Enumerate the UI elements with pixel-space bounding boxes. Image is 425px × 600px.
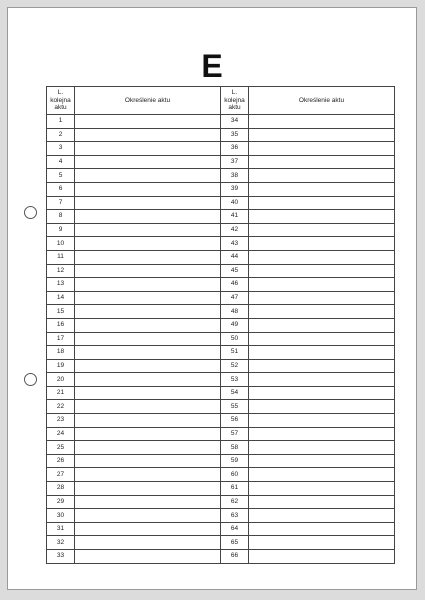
description-cell[interactable] xyxy=(249,223,395,237)
description-cell[interactable] xyxy=(249,182,395,196)
description-cell[interactable] xyxy=(75,182,221,196)
description-cell[interactable] xyxy=(249,454,395,468)
table-row xyxy=(47,386,395,400)
description-cell[interactable] xyxy=(249,373,395,387)
row-number-left: 6 xyxy=(47,182,75,196)
row-number-right: 38 xyxy=(221,169,249,183)
row-number-right: 43 xyxy=(221,237,249,251)
description-cell[interactable] xyxy=(75,223,221,237)
row-number-right: 59 xyxy=(221,454,249,468)
description-cell[interactable] xyxy=(249,169,395,183)
table-row xyxy=(47,223,395,237)
description-cell[interactable] xyxy=(75,414,221,428)
description-cell[interactable] xyxy=(75,305,221,319)
row-number-right: 53 xyxy=(221,373,249,387)
row-number-left: 21 xyxy=(47,386,75,400)
row-number-right: 63 xyxy=(221,509,249,523)
row-number-left: 31 xyxy=(47,522,75,536)
description-cell[interactable] xyxy=(249,115,395,129)
description-cell[interactable] xyxy=(75,115,221,129)
row-number-right: 61 xyxy=(221,482,249,496)
description-cell[interactable] xyxy=(75,332,221,346)
table-row xyxy=(47,305,395,319)
table-row xyxy=(47,536,395,550)
description-cell[interactable] xyxy=(75,359,221,373)
row-number-right: 54 xyxy=(221,386,249,400)
description-cell[interactable] xyxy=(249,550,395,564)
description-cell[interactable] xyxy=(249,400,395,414)
table-row xyxy=(47,182,395,196)
row-number-left: 24 xyxy=(47,427,75,441)
row-number-left: 20 xyxy=(47,373,75,387)
description-cell[interactable] xyxy=(249,237,395,251)
table-row xyxy=(47,550,395,564)
description-cell[interactable] xyxy=(249,536,395,550)
row-number-left: 23 xyxy=(47,414,75,428)
table-row xyxy=(47,359,395,373)
description-cell[interactable] xyxy=(75,210,221,224)
description-cell[interactable] xyxy=(75,155,221,169)
description-cell[interactable] xyxy=(249,509,395,523)
table-row xyxy=(47,142,395,156)
table-row xyxy=(47,373,395,387)
table-row xyxy=(47,169,395,183)
description-cell[interactable] xyxy=(75,509,221,523)
description-cell[interactable] xyxy=(249,210,395,224)
description-cell[interactable] xyxy=(75,128,221,142)
table-row xyxy=(47,318,395,332)
row-number-left: 7 xyxy=(47,196,75,210)
description-cell[interactable] xyxy=(249,291,395,305)
table-row xyxy=(47,509,395,523)
table-row xyxy=(47,237,395,251)
row-number-right: 58 xyxy=(221,441,249,455)
table-row xyxy=(47,346,395,360)
row-number-right: 57 xyxy=(221,427,249,441)
row-number-right: 52 xyxy=(221,359,249,373)
row-number-left: 28 xyxy=(47,482,75,496)
table-row xyxy=(47,522,395,536)
row-number-left: 16 xyxy=(47,318,75,332)
description-cell[interactable] xyxy=(75,373,221,387)
description-cell[interactable] xyxy=(249,318,395,332)
description-cell[interactable] xyxy=(75,169,221,183)
description-cell[interactable] xyxy=(75,291,221,305)
description-cell[interactable] xyxy=(249,468,395,482)
description-cell[interactable] xyxy=(75,386,221,400)
row-number-right: 62 xyxy=(221,495,249,509)
row-number-left: 26 xyxy=(47,454,75,468)
table-row xyxy=(47,250,395,264)
description-cell[interactable] xyxy=(249,482,395,496)
description-cell[interactable] xyxy=(75,250,221,264)
table-row xyxy=(47,264,395,278)
description-cell[interactable] xyxy=(249,414,395,428)
row-number-right: 49 xyxy=(221,318,249,332)
row-number-right: 66 xyxy=(221,550,249,564)
table-row xyxy=(47,196,395,210)
description-cell[interactable] xyxy=(249,264,395,278)
description-cell[interactable] xyxy=(249,427,395,441)
row-number-right: 34 xyxy=(221,115,249,129)
column-header-description: Określenie aktu xyxy=(75,87,221,115)
table-row xyxy=(47,128,395,142)
row-number-left: 13 xyxy=(47,278,75,292)
row-number-right: 36 xyxy=(221,142,249,156)
row-number-left: 32 xyxy=(47,536,75,550)
row-number-left: 3 xyxy=(47,142,75,156)
table-row xyxy=(47,495,395,509)
table-row xyxy=(47,210,395,224)
row-number-right: 45 xyxy=(221,264,249,278)
description-cell[interactable] xyxy=(75,278,221,292)
description-cell[interactable] xyxy=(75,264,221,278)
row-number-left: 17 xyxy=(47,332,75,346)
table-row xyxy=(47,400,395,414)
row-number-left: 22 xyxy=(47,400,75,414)
row-number-left: 30 xyxy=(47,509,75,523)
row-number-right: 47 xyxy=(221,291,249,305)
row-number-left: 1 xyxy=(47,115,75,129)
description-cell[interactable] xyxy=(75,522,221,536)
row-number-right: 41 xyxy=(221,210,249,224)
row-number-left: 8 xyxy=(47,210,75,224)
row-number-left: 5 xyxy=(47,169,75,183)
table-row xyxy=(47,454,395,468)
column-header-description: Określenie aktu xyxy=(249,87,395,115)
row-number-right: 56 xyxy=(221,414,249,428)
description-cell[interactable] xyxy=(249,250,395,264)
description-cell[interactable] xyxy=(75,441,221,455)
description-cell[interactable] xyxy=(75,196,221,210)
description-cell[interactable] xyxy=(249,346,395,360)
description-cell[interactable] xyxy=(75,495,221,509)
description-cell[interactable] xyxy=(75,468,221,482)
description-cell[interactable] xyxy=(75,454,221,468)
row-number-left: 29 xyxy=(47,495,75,509)
table-row xyxy=(47,278,395,292)
row-number-right: 37 xyxy=(221,155,249,169)
description-cell[interactable] xyxy=(249,359,395,373)
row-number-right: 48 xyxy=(221,305,249,319)
page-title: E xyxy=(201,48,223,84)
row-number-left: 2 xyxy=(47,128,75,142)
row-number-right: 40 xyxy=(221,196,249,210)
row-number-left: 27 xyxy=(47,468,75,482)
table-row xyxy=(47,468,395,482)
table-row xyxy=(47,155,395,169)
row-number-right: 39 xyxy=(221,182,249,196)
description-cell[interactable] xyxy=(75,536,221,550)
row-number-right: 64 xyxy=(221,522,249,536)
row-number-left: 10 xyxy=(47,237,75,251)
punch-hole xyxy=(24,206,37,219)
row-number-left: 9 xyxy=(47,223,75,237)
row-number-left: 18 xyxy=(47,346,75,360)
row-number-left: 14 xyxy=(47,291,75,305)
description-cell[interactable] xyxy=(249,332,395,346)
table-row xyxy=(47,115,395,129)
description-cell[interactable] xyxy=(249,305,395,319)
description-cell[interactable] xyxy=(249,386,395,400)
description-cell[interactable] xyxy=(75,142,221,156)
row-number-left: 25 xyxy=(47,441,75,455)
description-cell[interactable] xyxy=(75,318,221,332)
table-row xyxy=(47,414,395,428)
description-cell[interactable] xyxy=(75,346,221,360)
row-number-right: 65 xyxy=(221,536,249,550)
row-number-left: 33 xyxy=(47,550,75,564)
table-row xyxy=(47,441,395,455)
description-cell[interactable] xyxy=(249,142,395,156)
column-header-number: L. kolejna aktu xyxy=(221,87,249,115)
description-cell[interactable] xyxy=(249,155,395,169)
row-number-right: 42 xyxy=(221,223,249,237)
acts-register-table xyxy=(46,86,395,564)
row-number-right: 60 xyxy=(221,468,249,482)
column-header-number: L. kolejna aktu xyxy=(47,87,75,115)
row-number-right: 50 xyxy=(221,332,249,346)
row-number-right: 35 xyxy=(221,128,249,142)
row-number-left: 12 xyxy=(47,264,75,278)
description-cell[interactable] xyxy=(249,522,395,536)
row-number-right: 44 xyxy=(221,250,249,264)
description-cell[interactable] xyxy=(75,400,221,414)
description-cell[interactable] xyxy=(249,495,395,509)
table-header-row xyxy=(47,87,395,115)
description-cell[interactable] xyxy=(75,237,221,251)
description-cell[interactable] xyxy=(75,482,221,496)
description-cell[interactable] xyxy=(249,441,395,455)
row-number-left: 4 xyxy=(47,155,75,169)
table-row xyxy=(47,427,395,441)
table-row xyxy=(47,482,395,496)
description-cell[interactable] xyxy=(249,128,395,142)
row-number-right: 46 xyxy=(221,278,249,292)
description-cell[interactable] xyxy=(75,427,221,441)
row-number-left: 15 xyxy=(47,305,75,319)
description-cell[interactable] xyxy=(75,550,221,564)
row-number-left: 11 xyxy=(47,250,75,264)
table-row xyxy=(47,332,395,346)
row-number-right: 51 xyxy=(221,346,249,360)
row-number-left: 19 xyxy=(47,359,75,373)
description-cell[interactable] xyxy=(249,278,395,292)
row-number-right: 55 xyxy=(221,400,249,414)
description-cell[interactable] xyxy=(249,196,395,210)
punch-hole xyxy=(24,373,37,386)
table-row xyxy=(47,291,395,305)
